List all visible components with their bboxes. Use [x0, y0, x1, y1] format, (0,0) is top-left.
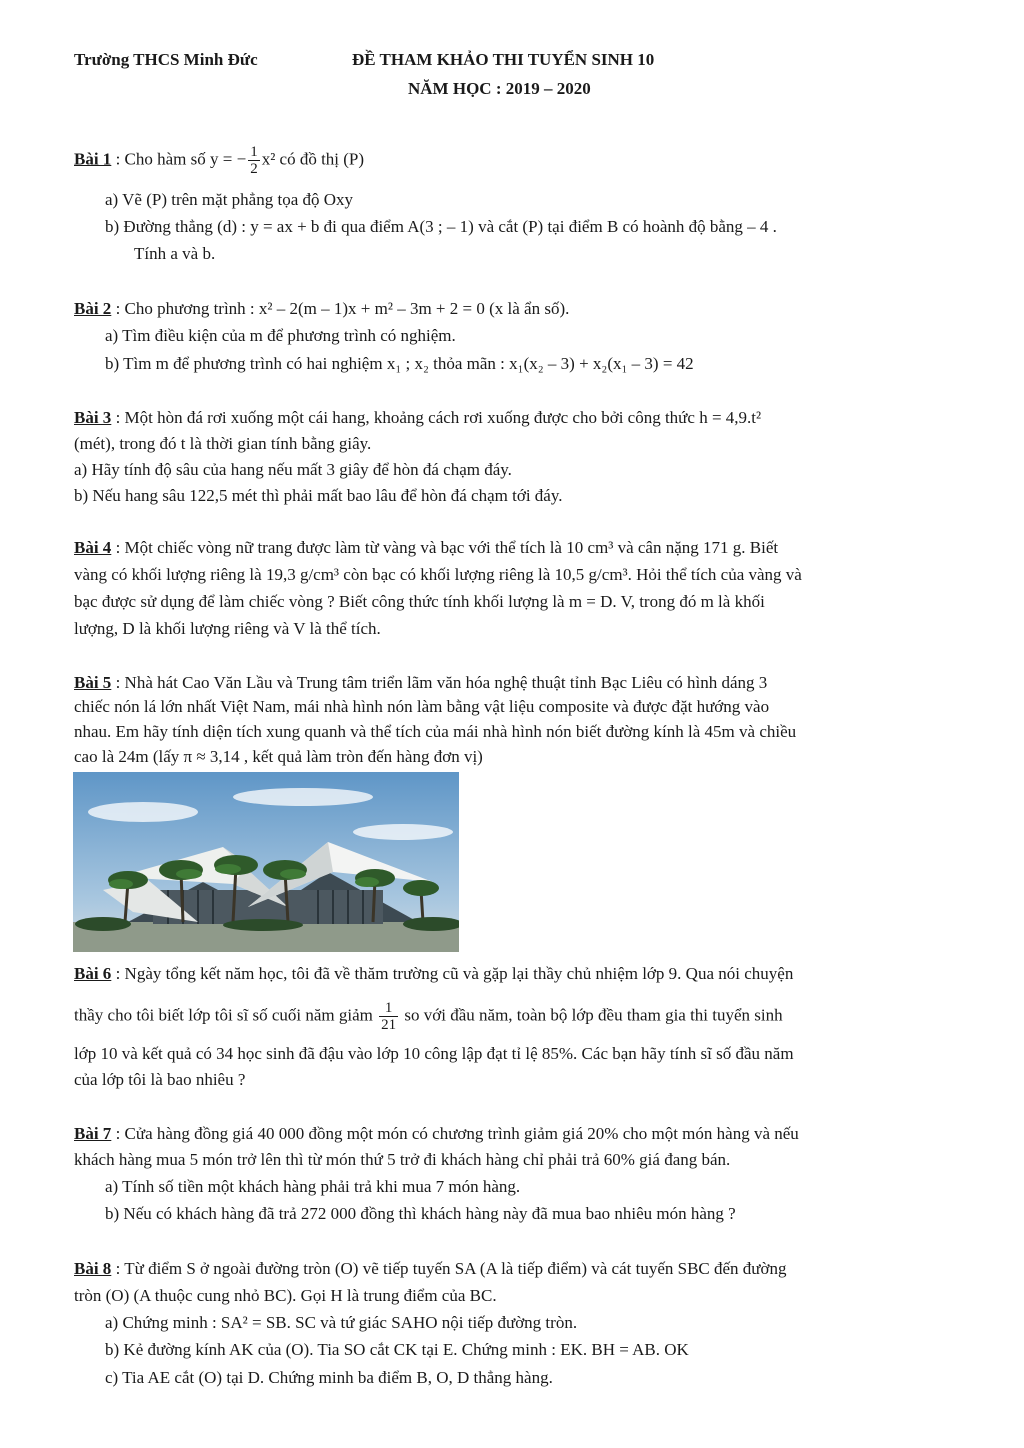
problem-7a: a) Tính số tiền một khách hàng phải trả khi mua 7 món hàng.	[105, 1177, 521, 1196]
problem-2a: a) Tìm điều kiện của m để phương trình có nghiệm.	[105, 326, 456, 345]
problem-1a: a) Vẽ (P) trên mặt phẳng tọa độ Oxy	[105, 190, 354, 209]
problem-7-line-2: khách hàng mua 5 món trở lên thì từ món thứ 5 trở đi khách hàng chỉ phải trả 60% giá đang bán.	[74, 1150, 731, 1169]
problem-6-line-4: của lớp tôi là bao nhiêu ?	[74, 1070, 246, 1089]
problem-5	[74, 669, 767, 696]
problem-4-line-2: vàng có khối lượng riêng là 19,3 g/cm³ còn bạc có khối lượng riêng là 10,5 g/cm³. Hỏi thể tích của vàng và	[74, 565, 802, 584]
problem-8	[74, 1255, 787, 1282]
problem-7b: b) Nếu có khách hàng đã trả 272 000 đồng thì khách hàng này đã mua bao nhiêu món hàng ?	[105, 1204, 736, 1223]
exam-title: ĐỀ THAM KHẢO THI TUYỂN SINH 10	[352, 50, 655, 69]
problem-4	[74, 534, 778, 561]
problem-6-line-2b: so với đầu năm, toàn bộ lớp đều tham gia thi tuyển sinh	[400, 1005, 783, 1025]
problem-1-text-pre: : Cho hàm số y = −	[111, 149, 247, 169]
problem-5-text: : Nhà hát Cao Văn Lầu và Trung tâm triển lãm văn hóa nghệ thuật tỉnh Bạc Liêu có hình dáng 3	[111, 673, 768, 692]
problem-3b: b) Nếu hang sâu 122,5 mét thì phải mất bao lâu để hòn đá chạm tới đáy.	[74, 486, 563, 505]
problem-8-line-2: tròn (O) (A thuộc cung nhỏ BC). Gọi H là trung điểm của BC.	[74, 1286, 497, 1305]
fraction-numerator: 1	[379, 1000, 398, 1017]
problem-3	[74, 404, 761, 431]
problem-2	[74, 295, 569, 322]
school-year: NĂM HỌC : 2019 – 2020	[408, 79, 591, 98]
school-name: Trường THCS Minh Đức	[74, 50, 258, 69]
problem-4-text: : Một chiếc vòng nữ trang được làm từ vàng và bạc với thể tích là 10 cm³ và cân nặng 171 g. Biết	[111, 538, 779, 557]
problem-5-line-2: chiếc nón lá lớn nhất Việt Nam, mái nhà hình nón làm bằng vật liệu composite và được đặt hướng vào	[74, 697, 770, 716]
problem-7-text: : Cửa hàng đồng giá 40 000 đồng một món có chương trình giảm giá 20% cho một món hàng và nếu	[111, 1124, 799, 1143]
problem-3-line-2: (mét), trong đó t là thời gian tính bằng giây.	[74, 434, 372, 453]
problem-8-label: Bài 8	[74, 1259, 112, 1278]
problem-3-text: : Một hòn đá rơi xuống một cái hang, khoảng cách rơi xuống được cho bởi công thức h = 4,9.t²	[111, 408, 762, 427]
fraction-denominator: 2	[250, 161, 258, 177]
problem-6	[74, 960, 793, 987]
problem-5-label: Bài 5	[74, 673, 112, 692]
problem-1	[74, 144, 364, 177]
problem-7-label: Bài 7	[74, 1124, 112, 1143]
problem-8a: a) Chứng minh : SA² = SB. SC và tứ giác SAHO nội tiếp đường tròn.	[105, 1313, 578, 1332]
problem-6-line-3: lớp 10 và kết quả có 34 học sinh đã đậu vào lớp 10 công lập đạt tỉ lệ 85%. Các bạn hãy tính sĩ số đầu năm	[74, 1044, 794, 1063]
fraction-one-21	[379, 1000, 398, 1033]
fraction-one-half	[248, 144, 260, 177]
problem-6-label: Bài 6	[74, 964, 112, 983]
problem-2-text: : Cho phương trình : x² – 2(m – 1)x + m² – 3m + 2 = 0 (x là ẩn số).	[111, 299, 570, 318]
problem-2-label: Bài 2	[74, 299, 112, 318]
problem-4-line-3: bạc được sử dụng để làm chiếc vòng ? Biết công thức tính khối lượng là m = D. V, trong đó m là khối	[74, 592, 765, 611]
problem-3-label: Bài 3	[74, 408, 112, 427]
problem-8c: c) Tia AE cắt (O) tại D. Chứng minh ba điểm B, O, D thẳng hàng.	[105, 1368, 553, 1387]
building-photo	[73, 772, 459, 952]
problem-4-label: Bài 4	[74, 538, 112, 557]
fraction-denominator: 21	[381, 1017, 397, 1033]
problem-6-line-2a: thầy cho tôi biết lớp tôi sĩ số cuối năm giảm	[74, 1005, 378, 1025]
problem-8-text: : Từ điểm S ở ngoài đường tròn (O) vẽ tiếp tuyến SA (A là tiếp điểm) và cát tuyến SBC đến đường	[111, 1259, 787, 1278]
problem-2b: b) Tìm m để phương trình có hai nghiệm x₁ ; x₂ thỏa mãn : x₁(x₂ – 3) + x₂(x₁ – 3) = 42	[105, 354, 694, 373]
problem-8b: b) Kẻ đường kính AK của (O). Tia SO cắt CK tại E. Chứng minh : EK. BH = AB. OK	[105, 1340, 689, 1359]
problem-4-line-4: lượng, D là khối lượng riêng và V là thể tích.	[74, 619, 381, 638]
problem-6-line-2	[74, 1000, 783, 1033]
problem-1b: b) Đường thẳng (d) : y = ax + b đi qua điểm A(3 ; – 1) và cắt (P) tại điểm B có hoành độ bằng – 4 .	[105, 217, 777, 236]
problem-1b-cont: Tính a và b.	[134, 244, 216, 263]
problem-5-line-4: cao là 24m (lấy π ≈ 3,14 , kết quả làm tròn đến hàng đơn vị)	[74, 747, 483, 766]
problem-1-label: Bài 1	[74, 149, 112, 169]
problem-1-text-post: x² có đồ thị (P)	[261, 149, 365, 169]
fraction-numerator: 1	[250, 144, 258, 160]
problem-6-text: : Ngày tổng kết năm học, tôi đã về thăm trường cũ và gặp lại thầy chủ nhiệm lớp 9. Qua nói chuyện	[111, 964, 794, 983]
problem-3a: a) Hãy tính độ sâu của hang nếu mất 3 giây để hòn đá chạm đáy.	[74, 460, 512, 479]
problem-7	[74, 1120, 799, 1147]
problem-5-line-3: nhau. Em hãy tính diện tích xung quanh và thể tích của mái nhà hình nón biết đường kính là 45m và chiều	[74, 722, 797, 741]
